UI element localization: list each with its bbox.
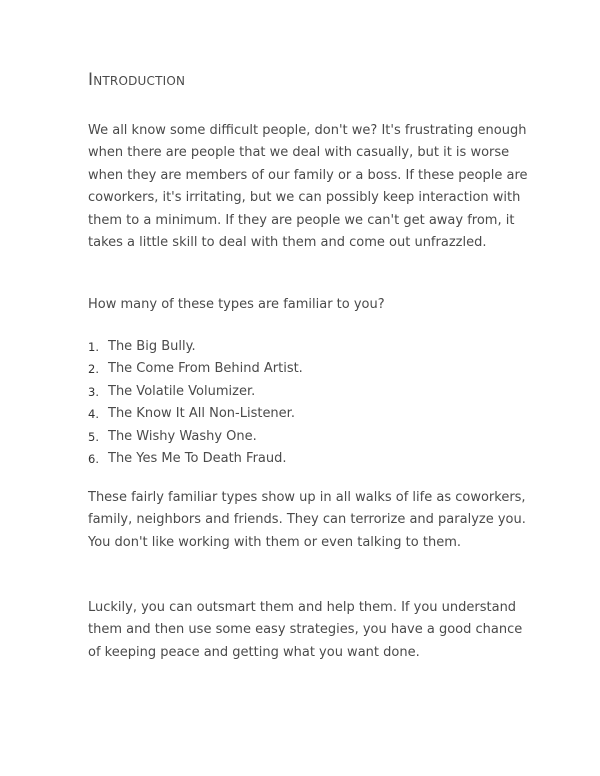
- page-title: Introduction: [88, 70, 186, 90]
- list-item-number: 4.: [88, 407, 99, 422]
- list-item: [88, 403, 303, 425]
- list-item: [88, 448, 303, 470]
- list-item-text: The Yes Me To Death Fraud.: [108, 451, 287, 467]
- types-list: [88, 336, 303, 470]
- list-item: [88, 358, 303, 380]
- types-description-paragraph: These fairly familiar types show up in all walks of life as coworkers, family, neighbors and friends. They can terrorize and paralyze you. You don't like working with them or even talking to them.: [88, 490, 526, 550]
- list-item-number: 1.: [88, 340, 99, 354]
- list-item-text: The Big Bully.: [108, 339, 196, 354]
- list-item-number: 2.: [88, 362, 99, 377]
- list-item: [88, 426, 303, 448]
- list-item-text: The Come From Behind Artist.: [108, 361, 303, 377]
- list-item: [88, 336, 303, 358]
- conclusion-paragraph: Luckily, you can outsmart them and help them. If you understand them and then use some easy strategies, you have a good chance of keeping peace and getting what you want done.: [88, 600, 523, 660]
- list-item-number: 6.: [88, 452, 99, 467]
- list-item-text: The Wishy Washy One.: [108, 428, 257, 444]
- list-item: [88, 381, 303, 403]
- question-paragraph: How many of these types are familiar to you?: [88, 297, 385, 312]
- list-item-text: The Volatile Volumizer.: [108, 383, 256, 399]
- list-item-number: 3.: [88, 384, 99, 399]
- list-item-number: 5.: [88, 429, 99, 444]
- intro-paragraph: We all know some difficult people, don't we? It's frustrating enough when there are people that we deal with casually, but it is worse when they are members of our family or a boss. If these people are coworkers, it's irritating, but we can possibly keep interaction with them to a minimum. If they are people we can't get away from, it takes a little skill to deal with them and come out unfrazzled.: [88, 123, 528, 251]
- list-item-text: The Know It All Non-Listener.: [108, 406, 295, 422]
